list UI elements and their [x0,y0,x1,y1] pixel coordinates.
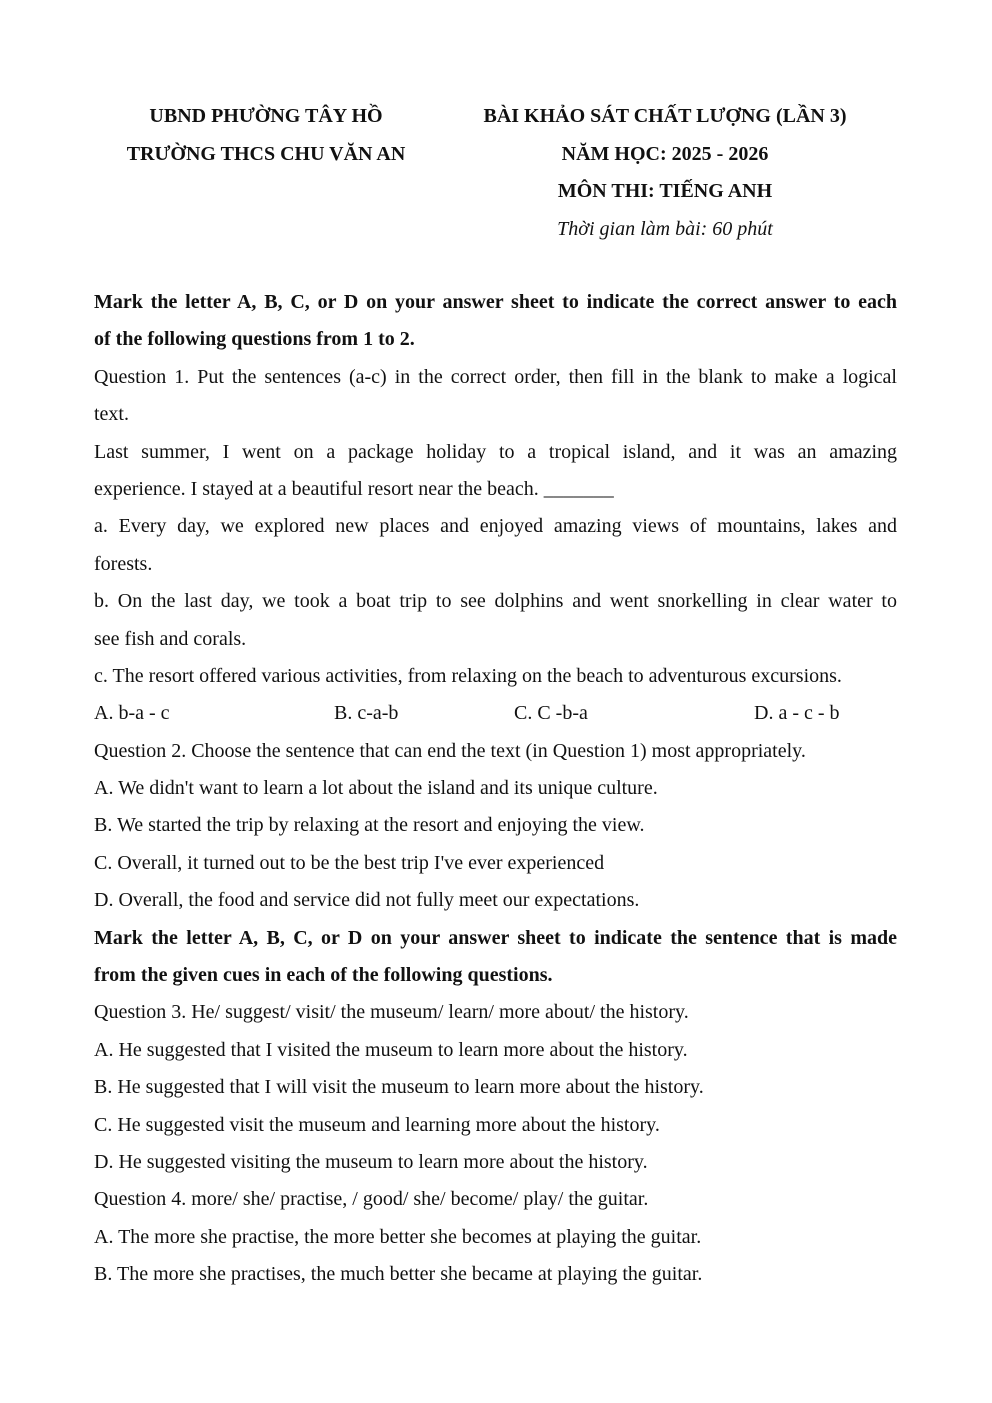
sentence-b: b. On the last day, we took a boat trip to see dolphins and went snorkelling in clear water to [94,590,897,613]
exam-body [94,284,897,1294]
question-stem: Question 4. more/ she/ practise, / good/ she/ become/ play/ the guitar. [94,1188,649,1211]
sentence-a: a. Every day, we explored new places and enjoyed amazing views of mountains, lakes and [94,515,897,538]
option-d: D. a - c - b [754,702,840,725]
sentence-a: forests. [94,552,153,575]
sentence-c: c. The resort offered various activities, from relaxing on the beach to adventurous excursions. [94,664,842,687]
option-c: C. He suggested visit the museum and learning more about the history. [94,1113,660,1136]
option-c: C. C -b-a [514,702,588,725]
passage-text: experience. I stayed at a beautiful resort near the beach. _______ [94,477,614,500]
section-instruction: of the following questions from 1 to 2. [94,328,415,351]
district-name: UBND PHƯỜNG TÂY HỒ [149,105,383,127]
answer-options [94,695,897,732]
sentence-b: see fish and corals. [94,627,247,650]
option-b: B. The more she practises, the much better she became at playing the guitar. [94,1263,703,1286]
option-b: B. He suggested that I will visit the museum to learn more about the history. [94,1076,704,1099]
exam-title: BÀI KHẢO SÁT CHẤT LƯỢNG (LẦN 3) [483,105,847,127]
option-d: D. Overall, the food and service did not fully meet our expectations. [94,889,640,912]
option-b: B. We started the trip by relaxing at the resort and enjoying the view. [94,814,645,837]
question-stem: Question 3. He/ suggest/ visit/ the museum/ learn/ more about/ the history. [94,1001,689,1024]
option-a: A. b-a - c [94,702,170,725]
option-a: A. He suggested that I visited the museum to learn more about the history. [94,1038,688,1061]
option-a: A. The more she practise, the more better she becomes at playing the guitar. [94,1225,702,1248]
passage-text: Last summer, I went on a package holiday to a tropical island, and it was an amazing [94,440,897,463]
section-instruction: Mark the letter A, B, C, or D on your answer sheet to indicate the sentence that is made [94,926,897,949]
exam-duration: Thời gian làm bài: 60 phút [557,217,773,240]
school-year: NĂM HỌC: 2025 - 2026 [561,142,769,165]
option-c: C. Overall, it turned out to be the best trip I've ever experienced [94,851,605,874]
school-info [96,98,436,173]
option-a: A. We didn't want to learn a lot about the island and its unique culture. [94,777,658,800]
option-b: B. c-a-b [334,702,399,725]
school-name: TRƯỜNG THCS CHU VĂN AN [126,142,406,165]
question-stem: text. [94,403,129,426]
section-instruction: from the given cues in each of the following questions. [94,964,553,987]
exam-subject: MÔN THI: TIẾNG ANH [557,180,773,202]
question-stem: Question 2. Choose the sentence that can end the text (in Question 1) most appropriately. [94,739,806,762]
option-d: D. He suggested visiting the museum to learn more about the history. [94,1150,648,1173]
question-stem: Question 1. Put the sentences (a-c) in the correct order, then fill in the blank to make a logical [94,365,897,388]
exam-info [450,98,880,248]
section-instruction: Mark the letter A, B, C, or D on your answer sheet to indicate the correct answer to each [94,291,897,313]
